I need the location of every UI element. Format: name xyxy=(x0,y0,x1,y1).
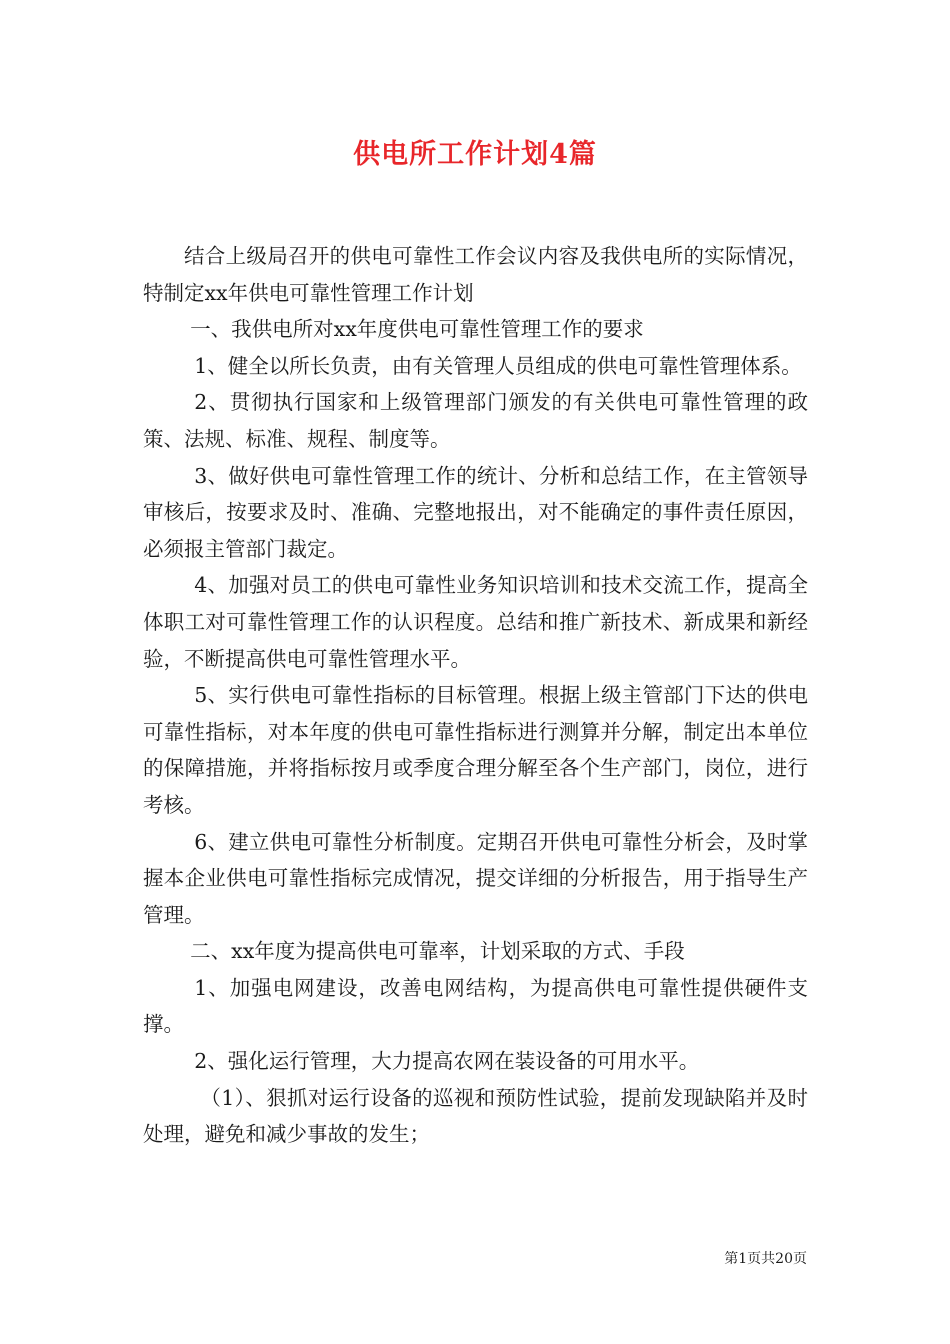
paragraph-item-3: 3、做好供电可靠性管理工作的统计、分析和总结工作，在主管领导审核后，按要求及时、准确、完整地报出，对不能确定的事件责任原因，必须报主管部门裁定。 xyxy=(143,463,808,561)
page-number-footer: 第1页共20页 xyxy=(724,1251,807,1267)
paragraph-measure-2: 2、强化运行管理，大力提高农网在装设备的可用水平。 xyxy=(194,1049,700,1074)
paragraph-item-1: 1、健全以所长负责，由有关管理人员组成的供电可靠性管理体系。 xyxy=(194,353,802,378)
paragraph-item-4: 4、加强对员工的供电可靠性业务知识培训和技术交流工作，提高全体职工对可靠性管理工作的认识程度。总结和推广新技术、新成果和新经验，不断提高供电可靠性管理水平。 xyxy=(143,573,808,671)
paragraph-item-6: 6、建立供电可靠性分析制度。定期召开供电可靠性分析会，及时掌握本企业供电可靠性指标完成情况，提交详细的分析报告，用于指导生产管理。 xyxy=(143,829,808,927)
paragraph-item-5: 5、实行供电可靠性指标的目标管理。根据上级主管部门下达的供电可靠性指标，对本年度的供电可靠性指标进行测算并分解，制定出本单位的保障措施，并将指标按月或季度合理分解至各个生产部门，岗位，进行考核。 xyxy=(143,683,808,817)
section-heading-1: 一、我供电所对xx年度供电可靠性管理工作的要求 xyxy=(190,317,644,342)
document-title: 供电所工作计划4篇 xyxy=(353,139,597,170)
paragraph-intro: 结合上级局召开的供电可靠性工作会议内容及我供电所的实际情况，特制定xx年供电可靠性管理工作计划 xyxy=(143,244,808,305)
section-heading-2: 二、xx年度为提高供电可靠率，计划采取的方式、手段 xyxy=(190,939,685,964)
paragraph-sub-measure-1: （1）、狠抓对运行设备的巡视和预防性试验，提前发现缺陷并及时处理，避免和减少事故的发生； xyxy=(143,1085,808,1147)
paragraph-measure-1: 1、加强电网建设，改善电网结构，为提高供电可靠性提供硬件支撑。 xyxy=(143,975,808,1037)
document-body xyxy=(143,238,808,1153)
paragraph-item-2: 2、贯彻执行国家和上级管理部门颁发的有关供电可靠性管理的政策、法规、标准、规程、制度等。 xyxy=(143,390,808,451)
